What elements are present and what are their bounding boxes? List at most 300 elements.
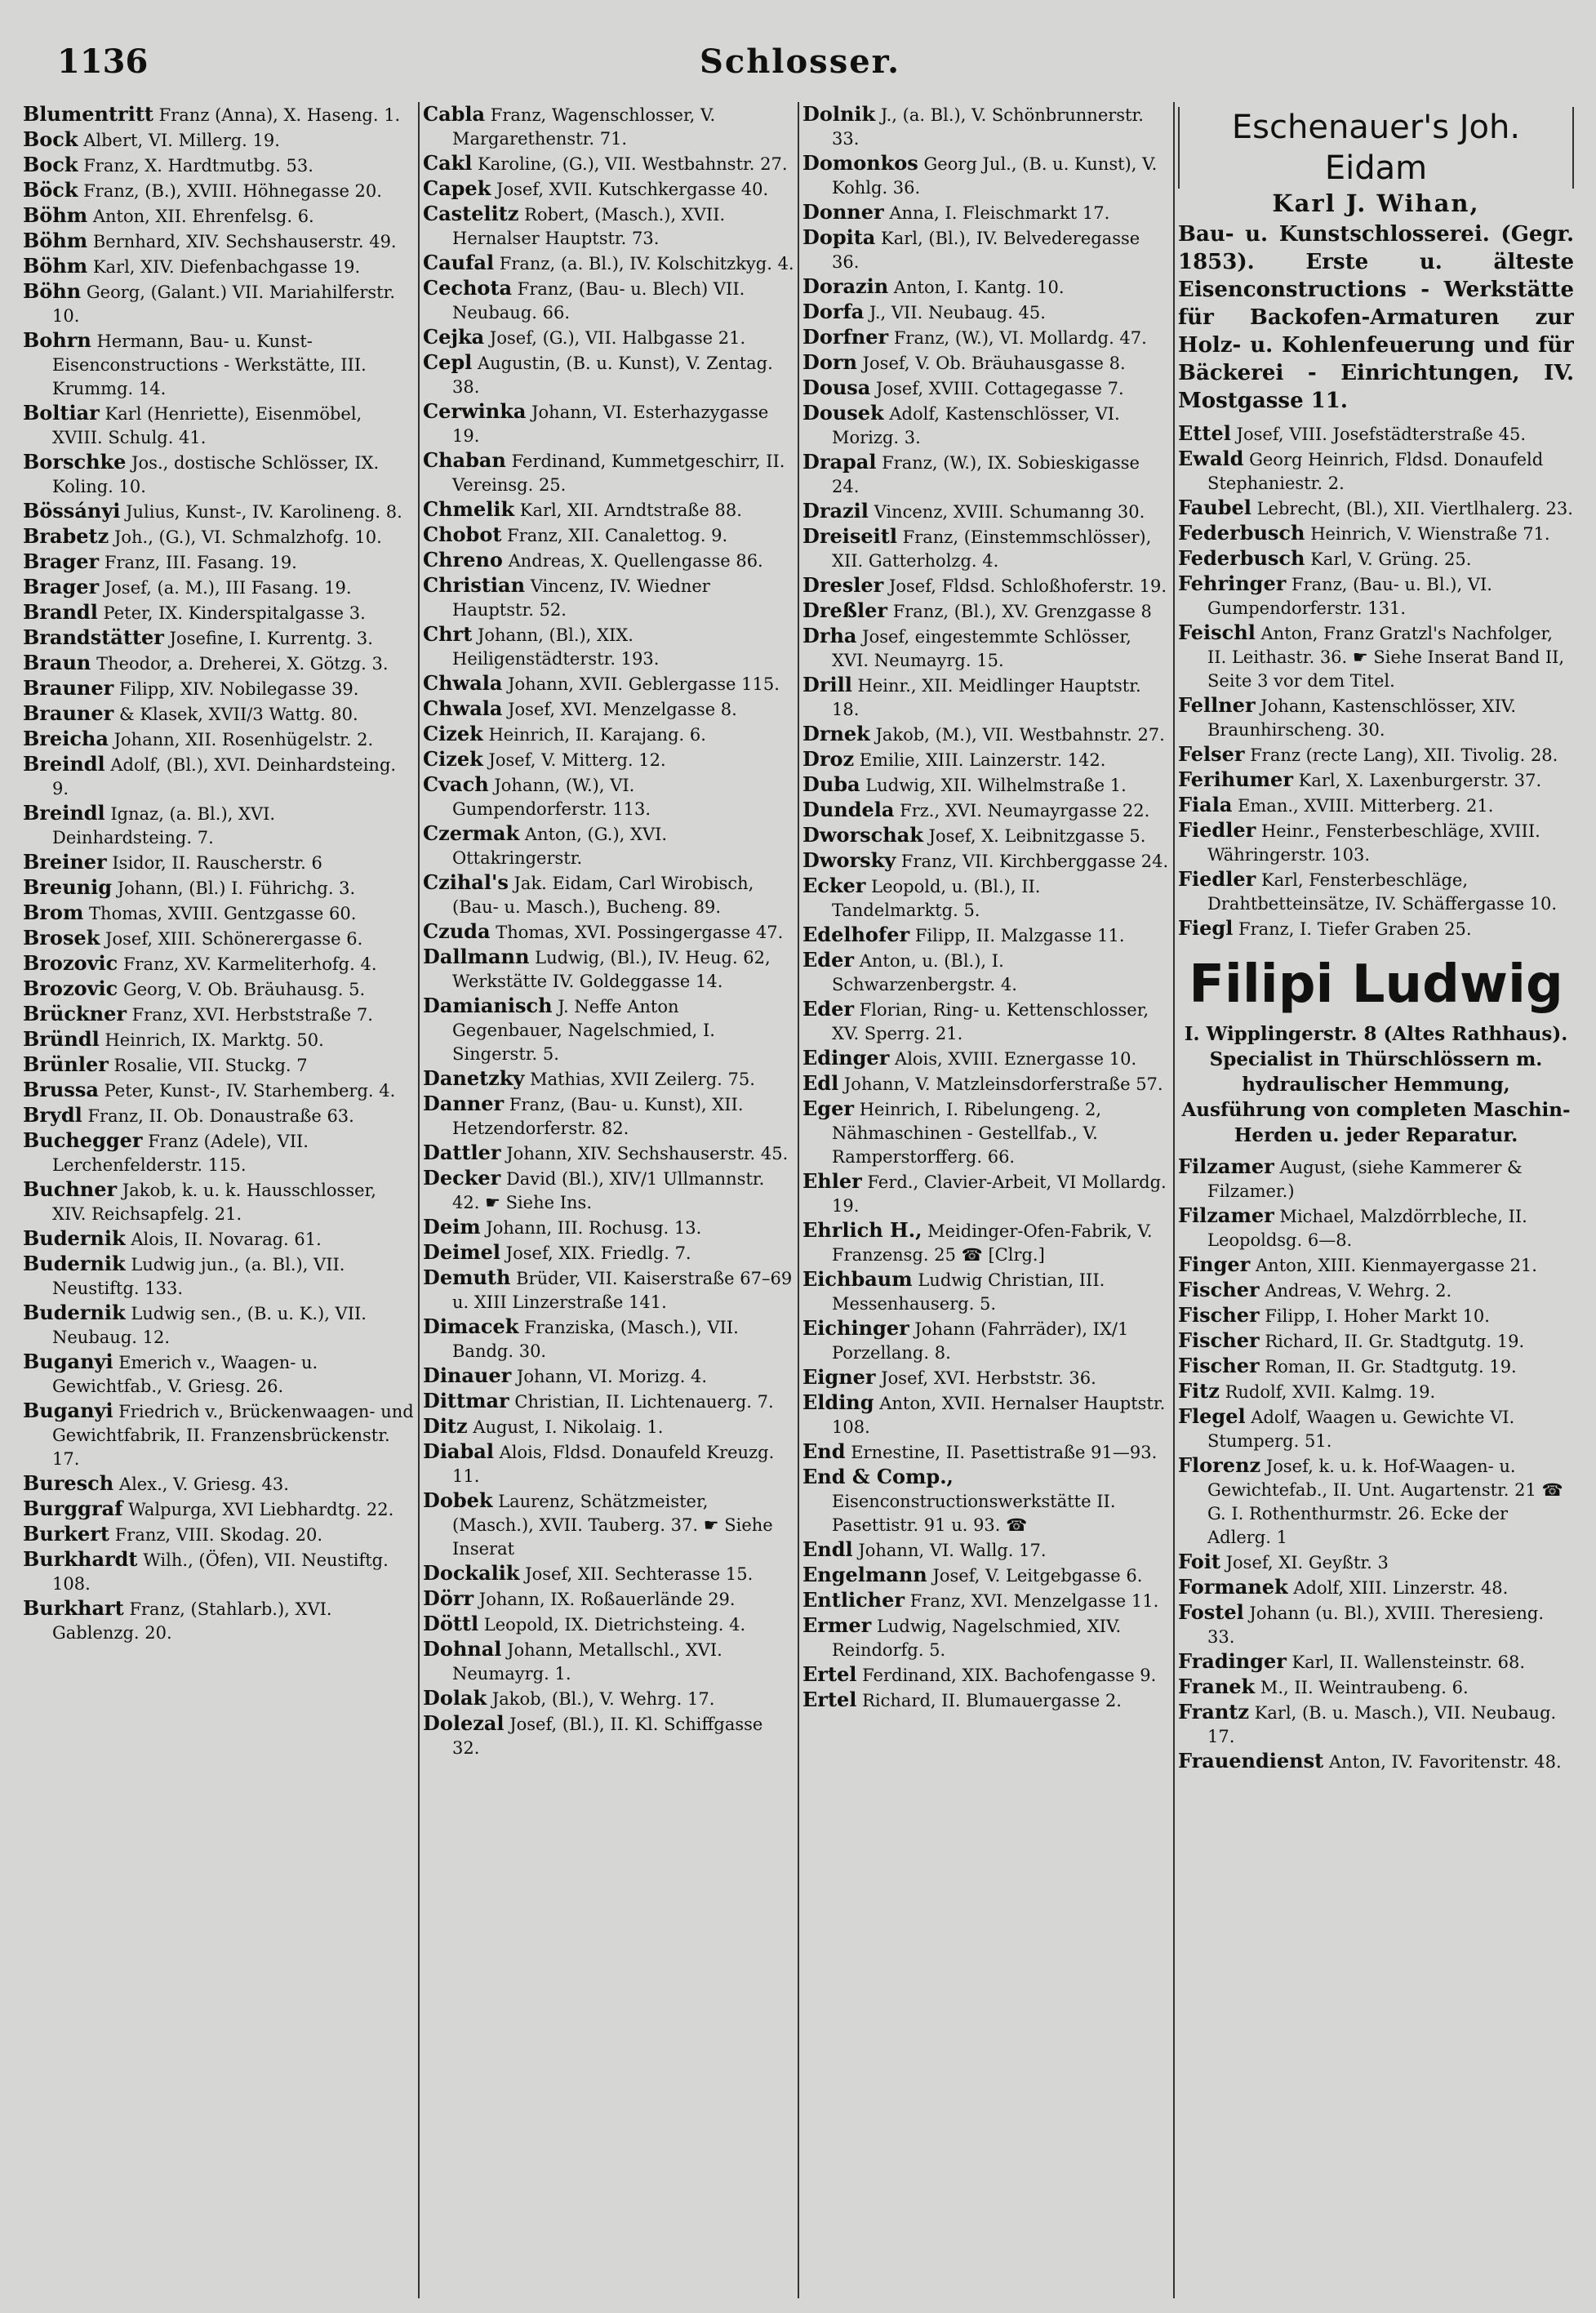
entry-details: Leopold, u. (Bl.), II. Tandelmarktg. 5. (832, 877, 1041, 920)
entry-name: Dreiseitl (802, 524, 897, 548)
directory-entry (1178, 621, 1574, 693)
entry-details: Josef, k. u. k. Hof-Waagen- u. Gewichtefab., II. Unt. Augartenstr. 21 ☎ G. I. Rothenthurmstr. 26. Ecke der Adlerg. 1 (1207, 1457, 1563, 1547)
directory-entry (23, 203, 415, 229)
entry-name: Donner (802, 200, 884, 224)
entry-details: Leopold, IX. Dietrichsteing. 4. (483, 1615, 746, 1635)
column-rule (418, 102, 420, 2298)
entry-name: Ecker (802, 874, 866, 897)
entry-name: Drha (802, 624, 857, 647)
entry-name: Deim (423, 1215, 481, 1239)
entry-details: Franziska, (Masch.), VII. Bandg. 30. (452, 1318, 739, 1361)
entry-name: Brom (23, 901, 84, 924)
entry-details: Franz, Wagenschlosser, V. Margarethenstr. 71. (452, 105, 716, 149)
directory-entry (23, 801, 415, 850)
directory-entry (1178, 1278, 1574, 1303)
directory-entry (1178, 1303, 1574, 1328)
directory-entry (1178, 1749, 1574, 1774)
entry-name: Federbusch (1178, 546, 1305, 570)
entry-details: Josef, XIX. Friedlg. 7. (505, 1243, 691, 1263)
entry-name: Capek (423, 176, 491, 200)
entry-details: Adolf, Kastenschlösser, VI. Morizg. 3. (832, 404, 1120, 447)
directory-entry (1178, 793, 1574, 818)
entry-details: Josef, V. Leitgebgasse 6. (932, 1566, 1143, 1586)
entry-name: Brozovic (23, 951, 118, 975)
entry-name: Dorfa (802, 300, 865, 323)
directory-entry (802, 225, 1170, 274)
directory-entry (423, 1439, 794, 1488)
page-number: 1136 (57, 42, 149, 81)
entry-name: Breunig (23, 875, 112, 899)
entry-name: Duba (802, 772, 860, 796)
entry-name: Fiala (1178, 793, 1233, 816)
entry-name: Böhm (23, 254, 88, 278)
entry-name: Cakl (423, 151, 473, 175)
entry-details: Mathias, XVII Zeilerg. 75. (530, 1070, 755, 1089)
directory-entry (1178, 867, 1574, 916)
entry-name: Borschke (23, 450, 127, 474)
entry-name: Dolnik (802, 102, 876, 126)
directory-entry (423, 622, 794, 671)
entry-details: Hermann, Bau- u. Kunst-Eisenconstructions - Werkstätte, III. Krummg. 14. (52, 331, 367, 398)
directory-entry (423, 1141, 794, 1166)
directory-entry (23, 328, 415, 401)
entry-details: Karl, X. Laxenburgerstr. 37. (1298, 771, 1542, 790)
entry-name: Burggraf (23, 1497, 123, 1520)
entry-name: Ertel (802, 1662, 857, 1686)
directory-entry (23, 600, 415, 625)
directory-entry (23, 279, 415, 328)
entry-details: Franz, (a. Bl.), IV. Kolschitzkyg. 4. (499, 254, 794, 274)
directory-entry (23, 1301, 415, 1350)
entry-details: Franz, VII. Kirchberggasse 24. (900, 852, 1169, 871)
entry-details: Josef, XVI. Herbststr. 36. (881, 1368, 1096, 1388)
directory-entry (1178, 767, 1574, 793)
directory-entry (1178, 447, 1574, 496)
entry-name: Burkhardt (23, 1547, 138, 1571)
entry-details: Karoline, (G.), VII. Westbahnstr. 27. (478, 154, 788, 174)
directory-entry (423, 1363, 794, 1389)
directory-entry (423, 151, 794, 176)
entry-name: Finger (1178, 1252, 1251, 1276)
entry-name: End & Comp., (802, 1465, 954, 1488)
directory-entry (23, 1226, 415, 1252)
entry-name: Chmelik (423, 497, 515, 521)
directory-entry (423, 1414, 794, 1439)
entry-name: Brandl (23, 600, 98, 624)
directory-entry (423, 1240, 794, 1265)
entry-name: Chreno (423, 548, 503, 572)
entry-details: Filipp, II. Malzgasse 11. (914, 926, 1125, 945)
entry-details: August, (siehe Kammerer & Filzamer.) (1207, 1158, 1523, 1201)
entry-name: Ehler (802, 1169, 862, 1193)
column-3 (802, 102, 1170, 2298)
directory-entry (423, 176, 794, 202)
entry-name: Brozovic (23, 976, 118, 1000)
directory-entry (423, 1215, 794, 1240)
entry-details: Adolf, XIII. Linzerstr. 48. (1293, 1578, 1509, 1598)
entry-name: Chaban (423, 448, 506, 472)
entry-name: Eichbaum (802, 1267, 913, 1291)
advertisement-eschenauer (1178, 107, 1574, 415)
entry-name: Braun (23, 651, 91, 674)
entry-details: Johann, VI. Wallg. 17. (858, 1541, 1047, 1560)
entry-details: Heinr., XII. Meidlinger Hauptstr. 18. (832, 676, 1141, 719)
entry-name: Budernik (23, 1226, 126, 1250)
entry-name: Dorn (802, 350, 857, 374)
entry-details: Franz, (Bau- u. Blech) VII. Neubaug. 66. (452, 279, 745, 322)
entry-name: Bock (23, 127, 78, 151)
entry-name: Ettel (1178, 421, 1231, 445)
directory-entry (1178, 1379, 1574, 1404)
entry-name: Dorazin (802, 274, 889, 298)
directory-entry (423, 548, 794, 573)
directory-entry (23, 1103, 415, 1128)
directory-entry (23, 1078, 415, 1103)
entry-details: Ernestine, II. Pasettistraße 91—93. (851, 1443, 1158, 1462)
entry-details: Adolf, Waagen u. Gewichte VI. Stumperg. 51. (1207, 1408, 1515, 1451)
entry-name: Czuda (423, 919, 491, 943)
directory-entry (802, 350, 1170, 376)
entry-name: Filzamer (1178, 1154, 1274, 1178)
entry-details: Andreas, X. Quellengasse 86. (508, 551, 763, 571)
entry-name: Buganyi (23, 1350, 113, 1373)
entry-name: Chwala (423, 671, 503, 695)
directory-entry (1178, 818, 1574, 867)
directory-entry (23, 727, 415, 752)
entry-details: Johann, (Bl.), XIX. Heiligenstädterstr. 193. (452, 625, 660, 669)
directory-entry (23, 951, 415, 976)
directory-entry (423, 497, 794, 523)
entry-name: Ehrlich H., (802, 1218, 922, 1242)
entry-details: Franz, II. Ob. Donaustraße 63. (87, 1106, 354, 1126)
directory-entry (23, 1522, 415, 1547)
entry-details: Roman, II. Gr. Stadtgutg. 19. (1265, 1357, 1517, 1377)
entry-details: Andreas, V. Wehrg. 2. (1265, 1281, 1452, 1301)
directory-entry (802, 1465, 1170, 1537)
entry-name: Dockalik (423, 1561, 520, 1585)
entry-details: Jakob, (Bl.), V. Wehrg. 17. (491, 1689, 715, 1709)
directory-entry (23, 1177, 415, 1226)
entry-name: Fostel (1178, 1600, 1244, 1624)
directory-entry (802, 624, 1170, 673)
entry-name: Fitz (1178, 1379, 1220, 1403)
entry-name: Böck (23, 178, 78, 202)
directory-entry (1178, 1154, 1574, 1203)
entry-name: Brydl (23, 1103, 82, 1127)
entry-name: Eigner (802, 1365, 876, 1389)
entry-name: Ferihumer (1178, 767, 1293, 791)
entry-details: Jakob, k. u. k. Hausschlosser, XIV. Reichsapfelg. 21. (52, 1181, 376, 1224)
entry-name: Entlicher (802, 1588, 905, 1612)
directory-entry (423, 399, 794, 448)
entry-details: Franz, (B.), XVIII. Höhnegasse 20. (83, 181, 382, 201)
directory-entry (423, 102, 794, 151)
entry-name: Dousek (802, 401, 884, 425)
entry-name: Engelmann (802, 1563, 927, 1586)
entry-details: Johann (Fahrräder), IX/1 Porzellang. 8. (832, 1319, 1129, 1363)
entry-details: Ludwig jun., (a. Bl.), VII. Neustiftg. 133. (52, 1255, 345, 1298)
entry-details: J. Neffe Anton Gegenbauer, Nagelschmied, I. Singerstr. 5. (452, 997, 715, 1064)
entry-name: Danetzky (423, 1066, 525, 1090)
entry-details: Jak. Eidam, Carl Wirobisch, (Bau- u. Masch.), Bucheng. 89. (452, 874, 754, 917)
entry-details: Josef, XII. Sechterasse 15. (525, 1564, 754, 1584)
entry-name: Fischer (1178, 1303, 1260, 1327)
entry-details: & Klasek, XVII/3 Wattg. 80. (118, 705, 358, 724)
directory-entry (1178, 1203, 1574, 1252)
directory-entry (802, 1316, 1170, 1365)
directory-entry (23, 1471, 415, 1497)
directory-entry (423, 202, 794, 251)
entry-name: Eichinger (802, 1316, 909, 1340)
ad-body: I. Wipplingerstr. 8 (Altes Rathhaus). Specialist in Thürschlössern m. hydraulischer Hemmung, Ausführung von completen Maschin-Herden u. jeder Reparatur. (1181, 1023, 1571, 1146)
directory-entry (1178, 496, 1574, 521)
entry-name: Cechota (423, 276, 513, 300)
directory-entry (423, 1586, 794, 1612)
entry-name: Florenz (1178, 1453, 1261, 1477)
entry-details: Anton, I. Kantg. 10. (893, 278, 1065, 297)
entry-name: Edinger (802, 1046, 890, 1070)
directory-entry (802, 923, 1170, 948)
directory-entry (423, 1389, 794, 1414)
entry-name: Ewald (1178, 447, 1244, 470)
entry-details: Franz, III. Fasang. 19. (104, 553, 297, 572)
entry-details: Meidinger-Ofen-Fabrik, V. Franzensg. 25 ☎ [Clrg.] (832, 1221, 1153, 1265)
entry-details: Josef, XI. Geyßtr. 3 (1225, 1553, 1389, 1572)
entry-details: Franz, (W.), IX. Sobieskigasse 24. (832, 453, 1140, 496)
directory-entry (1178, 1575, 1574, 1600)
entry-details: Karl, XIV. Diefenbachgasse 19. (92, 257, 361, 277)
directory-entry (423, 671, 794, 696)
entry-details: Friedrich v., Brückenwaagen- und Gewichtfabrik, II. Franzensbrückenstr. 17. (52, 1402, 414, 1469)
directory-entry (802, 1365, 1170, 1390)
entry-name: Dolak (423, 1686, 487, 1710)
entry-name: Brager (23, 575, 100, 598)
entry-details: August, I. Nikolaig. 1. (473, 1417, 664, 1437)
entry-details: Anton, XVII. Hernalser Hauptstr. 108. (832, 1394, 1166, 1437)
entry-details: Johann, XVII. Geblergasse 115. (508, 674, 780, 694)
directory-entry (23, 1128, 415, 1177)
entry-details: Georg Jul., (B. u. Kunst), V. Kohlg. 36. (832, 154, 1158, 198)
entry-name: Dörr (423, 1586, 474, 1610)
entry-name: Breindl (23, 752, 105, 776)
entry-name: Buresch (23, 1471, 114, 1495)
entry-name: Dimacek (423, 1314, 519, 1338)
entry-details: Alois, II. Novarag. 61. (131, 1230, 322, 1249)
entry-name: Dworsky (802, 848, 896, 872)
entry-name: Böhm (23, 229, 88, 252)
entry-name: Döttl (423, 1612, 479, 1635)
entry-details: Karl, (B. u. Masch.), VII. Neubaug. 17. (1207, 1703, 1557, 1746)
entry-name: Drnek (802, 722, 870, 745)
directory-entry (23, 178, 415, 203)
directory-entry (423, 276, 794, 325)
entry-details: Laurenz, Schätzmeister, (Masch.), XVII. Tauberg. 37. ☛ Siehe Inserat (452, 1492, 773, 1559)
entry-details: Franz, VIII. Skodag. 20. (114, 1525, 323, 1545)
entry-details: Ludwig sen., (B. u. K.), VII. Neubaug. 12. (52, 1304, 367, 1347)
directory-entry (23, 625, 415, 651)
directory-entry (802, 1537, 1170, 1563)
entry-details: Jos., dostische Schlösser, IX. Koling. 10. (52, 453, 380, 496)
entry-details: Joh., (G.), VI. Schmalzhofg. 10. (113, 527, 382, 547)
directory-entry (423, 1561, 794, 1586)
directory-entry (423, 722, 794, 747)
entry-name: Brosek (23, 926, 100, 950)
entry-details: Theodor, a. Dreherei, X. Götzg. 3. (96, 654, 389, 674)
entry-details: Karl, V. Grüng. 25. (1310, 549, 1472, 569)
directory-entry (423, 325, 794, 350)
entry-name: Deimel (423, 1240, 500, 1264)
entry-name: Fellner (1178, 693, 1256, 717)
directory-entry (423, 994, 794, 1066)
entry-details: Brüder, VII. Kaiserstraße 67–69 u. XIII Linzerstraße 141. (452, 1269, 793, 1312)
entry-name: Böhn (23, 279, 82, 303)
entry-name: Drill (802, 673, 852, 696)
entry-details: Franz, (Bl.), XV. Grenzgasse 8 (892, 602, 1152, 621)
directory-entry (23, 850, 415, 875)
directory-entry (802, 274, 1170, 300)
entry-details: Heinrich, II. Karajang. 6. (488, 725, 706, 745)
entry-details: Josef, eingestemmte Schlösser, XVI. Neumayrg. 15. (832, 627, 1131, 670)
directory-entry (1178, 572, 1574, 621)
entry-name: Dattler (423, 1141, 501, 1164)
entry-name: Dundela (802, 798, 895, 821)
entry-details: Ferd., Clavier-Arbeit, VI Mollardg. 19. (832, 1172, 1167, 1216)
entry-name: Brabetz (23, 524, 109, 548)
directory-entry (802, 325, 1170, 350)
entry-name: Dittmar (423, 1389, 509, 1412)
entry-name: Franek (1178, 1675, 1256, 1698)
entry-details: Anton, (G.), XVI. Ottakringerstr. (452, 825, 668, 868)
entry-details: Johann, (Bl.) I. Führichg. 3. (117, 878, 356, 898)
entry-details: Ferdinand, XIX. Bachofengasse 9. (862, 1666, 1157, 1685)
directory-entry (802, 1588, 1170, 1613)
directory-entry (802, 1071, 1170, 1096)
entry-name: Fischer (1178, 1278, 1260, 1301)
entry-name: Cerwinka (423, 399, 527, 423)
entry-name: Endl (802, 1537, 853, 1561)
entry-details: Bernhard, XIV. Sechshauserstr. 49. (92, 232, 397, 251)
entry-name: Decker (423, 1166, 501, 1190)
entry-details: Frz., XVI. Neumayrgasse 22. (900, 801, 1150, 821)
directory-entry (1178, 421, 1574, 447)
entry-details: Franz, (Stahlarb.), XVI. Gablenzg. 20. (52, 1599, 332, 1643)
directory-entry (23, 1547, 415, 1596)
entry-name: Dolezal (423, 1711, 505, 1735)
entry-name: Eder (802, 948, 854, 972)
entry-details: Anton, IV. Favoritenstr. 48. (1328, 1752, 1562, 1772)
directory-entry (1178, 1453, 1574, 1550)
entry-details: J., (a. Bl.), V. Schönbrunnerstr. 33. (832, 105, 1144, 149)
entry-details: J., VII. Neubaug. 45. (869, 303, 1046, 322)
entry-details: Vincenz, IV. Wiedner Hauptstr. 52. (452, 576, 710, 620)
entry-details: Josef, XVIII. Cottagegasse 7. (876, 379, 1124, 398)
entry-details: Franz, (Bau- u. Bl.), VI. Gumpendorferstr. 131. (1207, 575, 1492, 618)
directory-entry (802, 948, 1170, 997)
directory-entry (23, 1497, 415, 1522)
entry-name: Flegel (1178, 1404, 1246, 1428)
directory-entry (802, 1267, 1170, 1316)
entry-details: Johann, VI. Esterhazygasse 19. (452, 403, 769, 446)
entry-name: Czihal's (423, 870, 509, 894)
directory-entry (1178, 1675, 1574, 1700)
entry-details: Franz, XVI. Herbststraße 7. (131, 1005, 373, 1025)
directory-entry (802, 573, 1170, 598)
entry-details: Rudolf, XVII. Kalmg. 19. (1225, 1382, 1436, 1402)
directory-entry (423, 1166, 794, 1215)
entry-details: David (Bl.), XIV/1 Ullmannstr. 42. ☛ Siehe Ins. (452, 1169, 765, 1212)
directory-entry (423, 1711, 794, 1760)
directory-entry (802, 798, 1170, 823)
directory-entry (23, 254, 415, 279)
entry-details: Thomas, XVIII. Gentzgasse 60. (89, 904, 357, 923)
directory-entry (1178, 1252, 1574, 1278)
entry-details: Josef, V. Mitterg. 12. (488, 750, 666, 770)
directory-entry (1178, 916, 1574, 941)
entry-details: Franz, XII. Canalettog. 9. (507, 526, 728, 545)
entry-name: Chobot (423, 523, 502, 546)
directory-entry (423, 1265, 794, 1314)
directory-entry (23, 524, 415, 549)
entry-details: Albert, VI. Millerg. 19. (83, 131, 280, 150)
entry-name: Fradinger (1178, 1649, 1287, 1673)
entry-details: Franz (Adele), VII. Lerchenfelderstr. 115. (52, 1132, 309, 1175)
entry-details: Thomas, XVI. Possingergasse 47. (496, 923, 784, 942)
entry-details: Alois, XVIII. Eznergasse 10. (895, 1049, 1137, 1069)
directory-entry (802, 1046, 1170, 1071)
directory-entry (802, 102, 1170, 151)
entry-details: Josef, Fldsd. Schloßhoferstr. 19. (888, 576, 1167, 596)
entry-name: Edl (802, 1071, 839, 1095)
entry-details: Karl, Fensterbeschläge, Drahtbetteinsätze, IV. Schäffergasse 10. (1207, 870, 1558, 914)
directory-entry (802, 874, 1170, 923)
directory-entry (423, 573, 794, 622)
entry-details: Franz, X. Hardtmutbg. 53. (83, 156, 313, 176)
entry-details: Josef, XVI. Menzelgasse 8. (508, 700, 737, 719)
entry-details: Florian, Ring- u. Kettenschlosser, XV. Sperrg. 21. (832, 1000, 1149, 1043)
entry-name: Budernik (23, 1301, 126, 1324)
entry-name: Feischl (1178, 621, 1256, 644)
entry-name: Drapal (802, 450, 877, 474)
entry-details: Josefine, I. Kurrentg. 3. (169, 629, 373, 648)
entry-name: Dousa (802, 376, 871, 399)
entry-details: Anton, XII. Ehrenfelsg. 6. (92, 207, 314, 226)
page-header (57, 42, 1543, 91)
entry-details: Anton, u. (Bl.), I. Schwarzenbergstr. 4. (832, 951, 1017, 994)
directory-entry (802, 848, 1170, 874)
entry-details: Ludwig, (Bl.), IV. Heug. 62, Werkstätte IV. Goldeggasse 14. (452, 948, 771, 991)
directory-entry (23, 926, 415, 951)
entry-details: Josef, (G.), VII. Halbgasse 21. (489, 328, 746, 348)
entry-name: Ertel (802, 1688, 857, 1711)
entry-details: Josef, X. Leibnitzgasse 5. (928, 826, 1146, 846)
entry-name: Buganyi (23, 1399, 113, 1422)
entry-details: Josef, (a. M.), III Fasang. 19. (104, 578, 352, 598)
entry-name: Fiedler (1178, 818, 1256, 842)
entry-name: Federbusch (1178, 521, 1305, 545)
ad-firm-name: Eschenauer's Joh. Eidam (1178, 107, 1574, 189)
entry-details: Franz, (W.), VI. Mollardg. 47. (893, 328, 1147, 348)
entry-details: Peter, Kunst-, IV. Starhemberg. 4. (104, 1081, 396, 1101)
entry-details: Karl, (Bl.), IV. Belvederegasse 36. (832, 229, 1140, 272)
entry-name: Brager (23, 549, 100, 573)
entry-details: Franz, (Einstemmschlösser), XII. Gatterholzg. 4. (832, 527, 1152, 571)
directory-entry (423, 696, 794, 722)
directory-entry (802, 772, 1170, 798)
directory-entry (423, 1488, 794, 1561)
entry-details: Alois, Fldsd. Donaufeld Kreuzg. 11. (452, 1443, 775, 1486)
directory-entry (1178, 1354, 1574, 1379)
directory-entry (802, 823, 1170, 848)
